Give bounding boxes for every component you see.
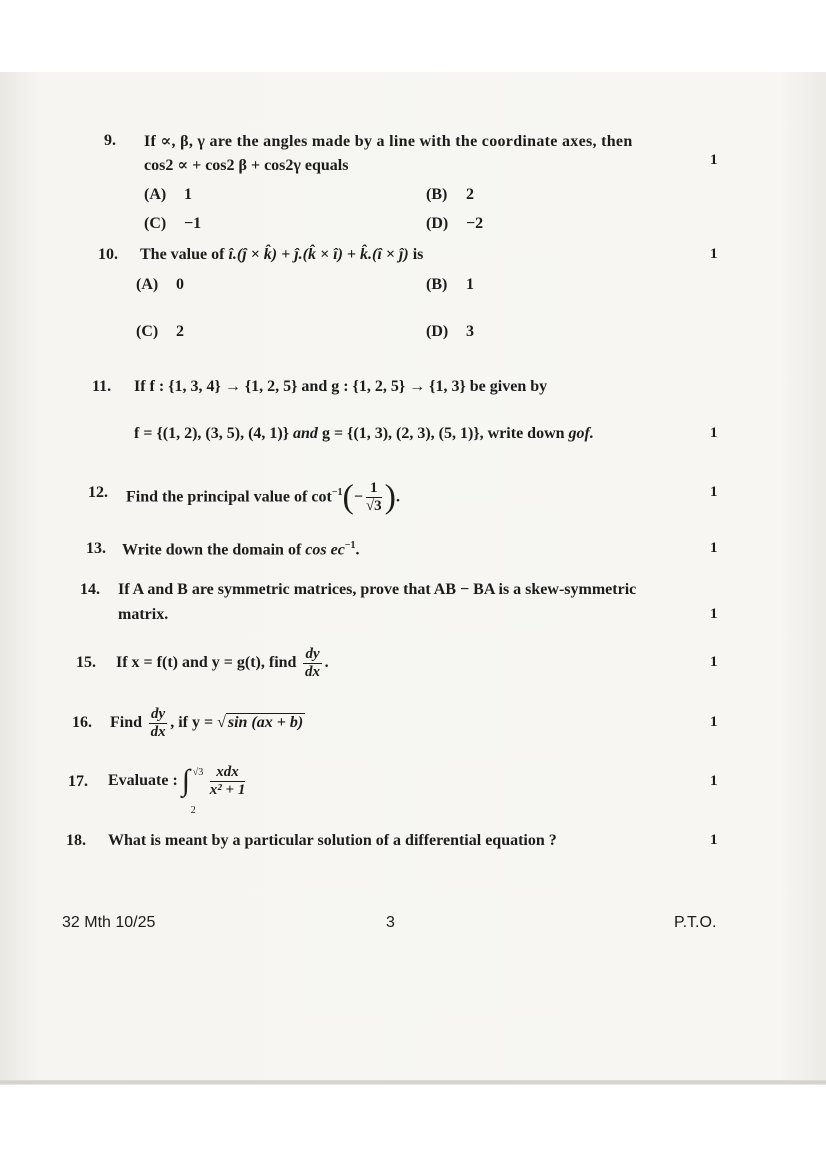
paper-code: 32 Mth 10/25 bbox=[62, 914, 156, 931]
q17-number: 17. bbox=[68, 773, 88, 790]
q14-number: 14. bbox=[80, 581, 100, 598]
q13-number: 13. bbox=[86, 540, 106, 557]
q13-marks: 1 bbox=[710, 540, 718, 556]
q12-number: 12. bbox=[88, 484, 108, 501]
q9-line1: If ∝, β, γ are the angles made by a line with the coordinate axes, then bbox=[144, 133, 633, 150]
q10-option-a: (A) 0 bbox=[136, 276, 184, 293]
integral-sign: ∫ √3 2 bbox=[181, 764, 204, 817]
q10-number: 10. bbox=[98, 246, 118, 263]
q10-text: The value of î.(ĵ × k̂) + ĵ.(k̂ × î) + k̂.(î × ĵ) is bbox=[140, 246, 424, 263]
q17-text: Evaluate : ∫ √3 2 $\frac{\text{xdx}}{\text{x² + 1}}$ bbox=[108, 758, 248, 804]
q16-text: Find $\frac{dy}{dx}$ , if y = √ sin (ax + b) bbox=[110, 705, 304, 740]
q10-marks: 1 bbox=[710, 246, 718, 262]
q15-number: 15. bbox=[76, 654, 96, 671]
q18-number: 18. bbox=[66, 832, 86, 849]
q9-option-d: (D) −2 bbox=[426, 215, 484, 232]
q10-option-b: (B) 1 bbox=[426, 276, 474, 293]
q10-expression: î.(ĵ × k̂) + ĵ.(k̂ × î) + k̂.(î × ĵ) bbox=[228, 246, 409, 263]
q18-text: What is meant by a particular solution of a differential equation ? bbox=[108, 832, 557, 849]
q9-number: 9. bbox=[104, 132, 116, 149]
q16-marks: 1 bbox=[710, 714, 718, 730]
q13-text: Write down the domain of $\cos ec^{-1}$. bbox=[122, 540, 360, 559]
q11-line2: f = {(1, 2), (3, 5), (4, 1)} and g = {(1, 3), (2, 3), (5, 1)}, write down gof. bbox=[134, 425, 594, 442]
q14-line2: matrix. bbox=[118, 606, 169, 623]
q9-option-b: (B) 2 bbox=[426, 186, 474, 203]
q14-marks: 1 bbox=[710, 606, 718, 622]
page-number: 3 bbox=[386, 914, 395, 931]
q11-number: 11. bbox=[92, 378, 112, 395]
q18-marks: 1 bbox=[710, 832, 718, 848]
q16-number: 16. bbox=[72, 714, 92, 731]
q10-option-c: (C) 2 bbox=[136, 323, 184, 340]
q9-marks: 1 bbox=[710, 152, 718, 168]
q9-option-a: (A) 1 bbox=[144, 186, 192, 203]
please-turn-over: P.T.O. bbox=[674, 914, 717, 931]
q14-line1: If A and B are symmetric matrices, prove that AB − BA is a skew-symmetric bbox=[118, 581, 637, 598]
q17-marks: 1 bbox=[710, 773, 718, 789]
q12-text: Find the principal value of $\cot^{-1}(-$ $\frac{1}{√3}$ ). bbox=[126, 478, 400, 516]
top-margin bbox=[0, 0, 826, 72]
q11-marks: 1 bbox=[710, 425, 718, 441]
q9-option-c: (C) −1 bbox=[144, 215, 202, 232]
q10-option-d: (D) 3 bbox=[426, 323, 474, 340]
bottom-margin bbox=[0, 1085, 826, 1169]
q15-text: If x = f(t) and y = g(t), find $\frac{dy}{dx}$ . bbox=[116, 645, 329, 680]
q11-line1: If f : {1, 3, 4} → {1, 2, 5} and g : {1, 2, 5} → {1, 3} be given by bbox=[134, 378, 548, 395]
q15-marks: 1 bbox=[710, 654, 718, 670]
q12-marks: 1 bbox=[710, 484, 718, 500]
q9-line2: cos2 ∝ + cos2 β + cos2γ equals bbox=[144, 157, 349, 174]
